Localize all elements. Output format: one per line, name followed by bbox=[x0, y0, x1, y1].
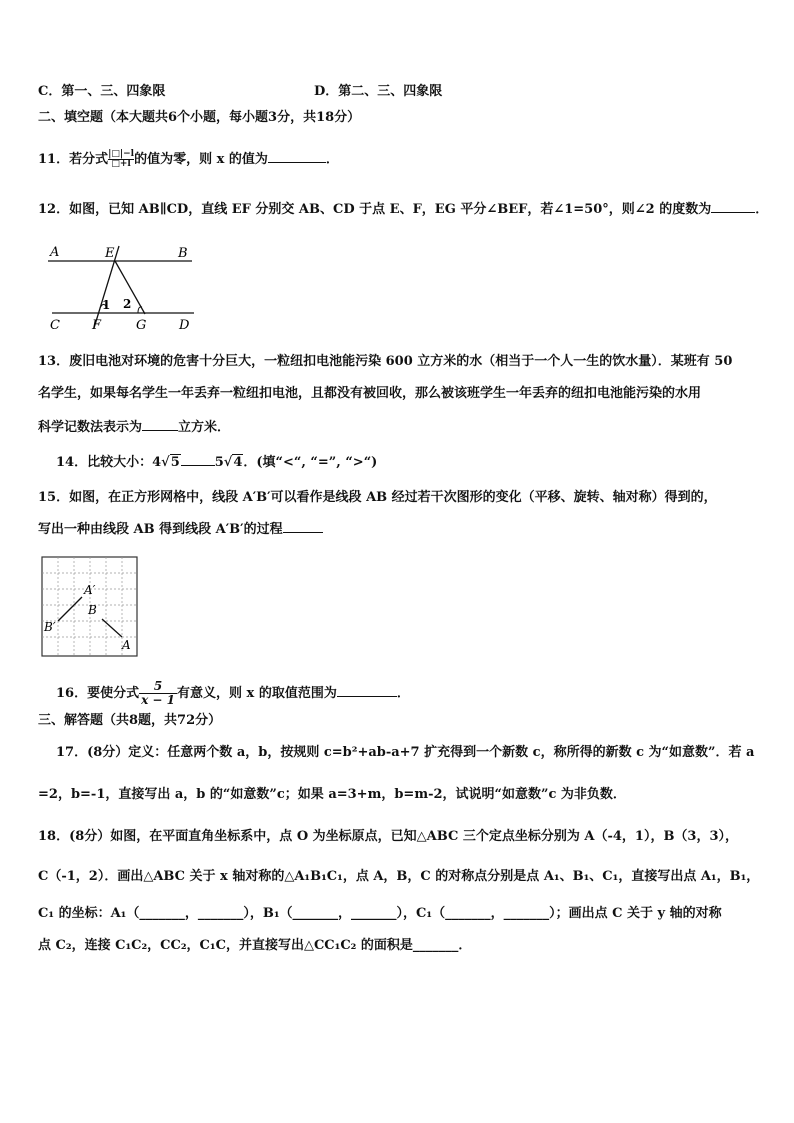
question-17-line-2: =2，b=-1，直接写出 a，b 的“如意数”c；如果 a=3+m，b=m-2，试说明“如意数”c 为非负数． bbox=[38, 787, 626, 802]
question-17-line-1: 17．(8分）定义：任意两个数 a，b，按规则 c=b²+ab-a+7 扩充得到一个新数 c，称所得的新数 c 为“如意数”．若 a bbox=[56, 745, 755, 760]
question-13-line-3 bbox=[38, 418, 230, 436]
q11-text: 的值为零，则 x 的值为 bbox=[134, 152, 268, 167]
question-14: 14．比较大小：4√5 5√4．(填“<“, “=”, “>“) bbox=[56, 455, 378, 470]
q14-suffix: ．(填“<“, “=”, “>“) bbox=[243, 455, 378, 470]
question-18-line-1: 18．(8分）如图，在平面直角坐标系中，点 O 为坐标原点，已知△ABC 三个定点坐标分别为 A（-4，1），B（3，3）， bbox=[38, 829, 739, 844]
q12-end: ． bbox=[755, 202, 769, 217]
section-fill-in-title: 二、填空题（本大题共6个小题，每小题3分，共18分） bbox=[38, 110, 361, 125]
q11-denominator: □+l bbox=[108, 159, 134, 169]
q16-fraction bbox=[139, 680, 177, 707]
question-12 bbox=[38, 200, 768, 218]
label-a: A bbox=[50, 245, 60, 260]
q14-coef-a: 4 bbox=[152, 455, 162, 470]
label-angle-2: 2 bbox=[123, 297, 132, 311]
q15-square-grid-figure bbox=[40, 555, 140, 659]
label-a: A bbox=[122, 638, 131, 652]
q14-prefix: 14．比较大小： bbox=[56, 455, 153, 470]
q11-numerator: |□|−l bbox=[108, 149, 135, 159]
label-g: G bbox=[136, 318, 147, 333]
q14-coef-b: 5 bbox=[214, 455, 224, 470]
label-f: F bbox=[92, 318, 102, 333]
q11-answer-blank[interactable] bbox=[268, 150, 326, 163]
segment-a-prime-b-prime bbox=[58, 597, 82, 621]
label-a-prime: A′ bbox=[84, 583, 96, 597]
q13-suffix: 立方米． bbox=[178, 420, 231, 435]
q14-answer-blank[interactable] bbox=[181, 453, 215, 466]
question-16 bbox=[56, 680, 410, 707]
q13-answer-blank[interactable] bbox=[142, 418, 178, 431]
section-answers-title: 三、解答题（共8题，共72分） bbox=[38, 713, 222, 728]
q12-parallel-lines-figure bbox=[44, 240, 204, 336]
q16-numerator: 5 bbox=[153, 679, 163, 693]
question-13-line-2: 名学生，如果每名学生一年丢弃一粒纽扣电池，且都没有被回收，那么被该班学生一年丢弃的纽扣电池能污染的水用 bbox=[38, 386, 702, 401]
question-11 bbox=[38, 150, 339, 169]
question-15-line-2 bbox=[38, 520, 323, 538]
q11-prefix: 11．若分式 bbox=[38, 152, 109, 167]
segment-ab bbox=[102, 619, 122, 637]
q14-radicand-b: 4 bbox=[233, 455, 243, 470]
label-b-prime: B′ bbox=[44, 620, 56, 634]
q10-option-d: D．第二、三、四象限 bbox=[314, 84, 443, 99]
q15-answer-blank[interactable] bbox=[283, 520, 323, 533]
question-18-line-2: C（-1，2）．画出△ABC 关于 x 轴对称的△A₁B₁C₁，点 A，B，C 的对称点分别是点 A₁、B₁、C₁，直接写出点 A₁，B₁， bbox=[38, 869, 760, 884]
label-angle-1: 1 bbox=[102, 298, 111, 312]
question-18-line-3: C₁ 的坐标：A₁（_______，_______），B₁（_______，_______），C₁（_______，_______）；画出点 C 关于 y 轴的对称 bbox=[38, 906, 722, 921]
label-c: C bbox=[50, 318, 60, 333]
label-d: D bbox=[179, 318, 190, 333]
q12-answer-blank[interactable] bbox=[711, 200, 755, 213]
q11-end: ． bbox=[325, 152, 339, 167]
q16-answer-blank[interactable] bbox=[337, 684, 397, 697]
label-b: B bbox=[178, 246, 188, 261]
question-13-line-1: 13．废旧电池对环境的危害十分巨大，一粒纽扣电池能污染 600 立方米的水（相当于一个人一生的饮水量）．某班有 50 bbox=[38, 354, 733, 369]
q16-denominator: x − 1 bbox=[141, 693, 176, 707]
q12-text: 12．如图，已知 AB∥CD，直线 EF 分别交 AB、CD 于点 E、F，EG 平分∠BEF，若∠1=50°，则∠2 的度数为 bbox=[38, 202, 712, 217]
question-15-line-1: 15．如图，在正方形网格中，线段 A′B′可以看作是线段 AB 经过若干次图形的变化（平移、旋转、轴对称）得到的， bbox=[38, 490, 717, 505]
q10-option-c: C．第一、三、四象限 bbox=[38, 84, 166, 99]
q11-fraction bbox=[108, 150, 134, 169]
q15-text: 写出一种由线段 AB 得到线段 A′B′的过程 bbox=[38, 522, 283, 537]
q16-prefix: 16．要使分式 bbox=[56, 686, 140, 701]
q14-radicand-a: 5 bbox=[170, 455, 180, 470]
q16-text: 有意义，则 x 的取值范围为 bbox=[177, 686, 337, 701]
question-18-line-4: 点 C₂，连接 C₁C₂，CC₂，C₁C，并直接写出△CC₁C₂ 的面积是_______． bbox=[38, 938, 472, 953]
label-b: B bbox=[88, 603, 97, 617]
label-e: E bbox=[105, 246, 115, 261]
q16-end: ． bbox=[396, 686, 410, 701]
q13-prefix: 科学记数法表示为 bbox=[38, 420, 143, 435]
